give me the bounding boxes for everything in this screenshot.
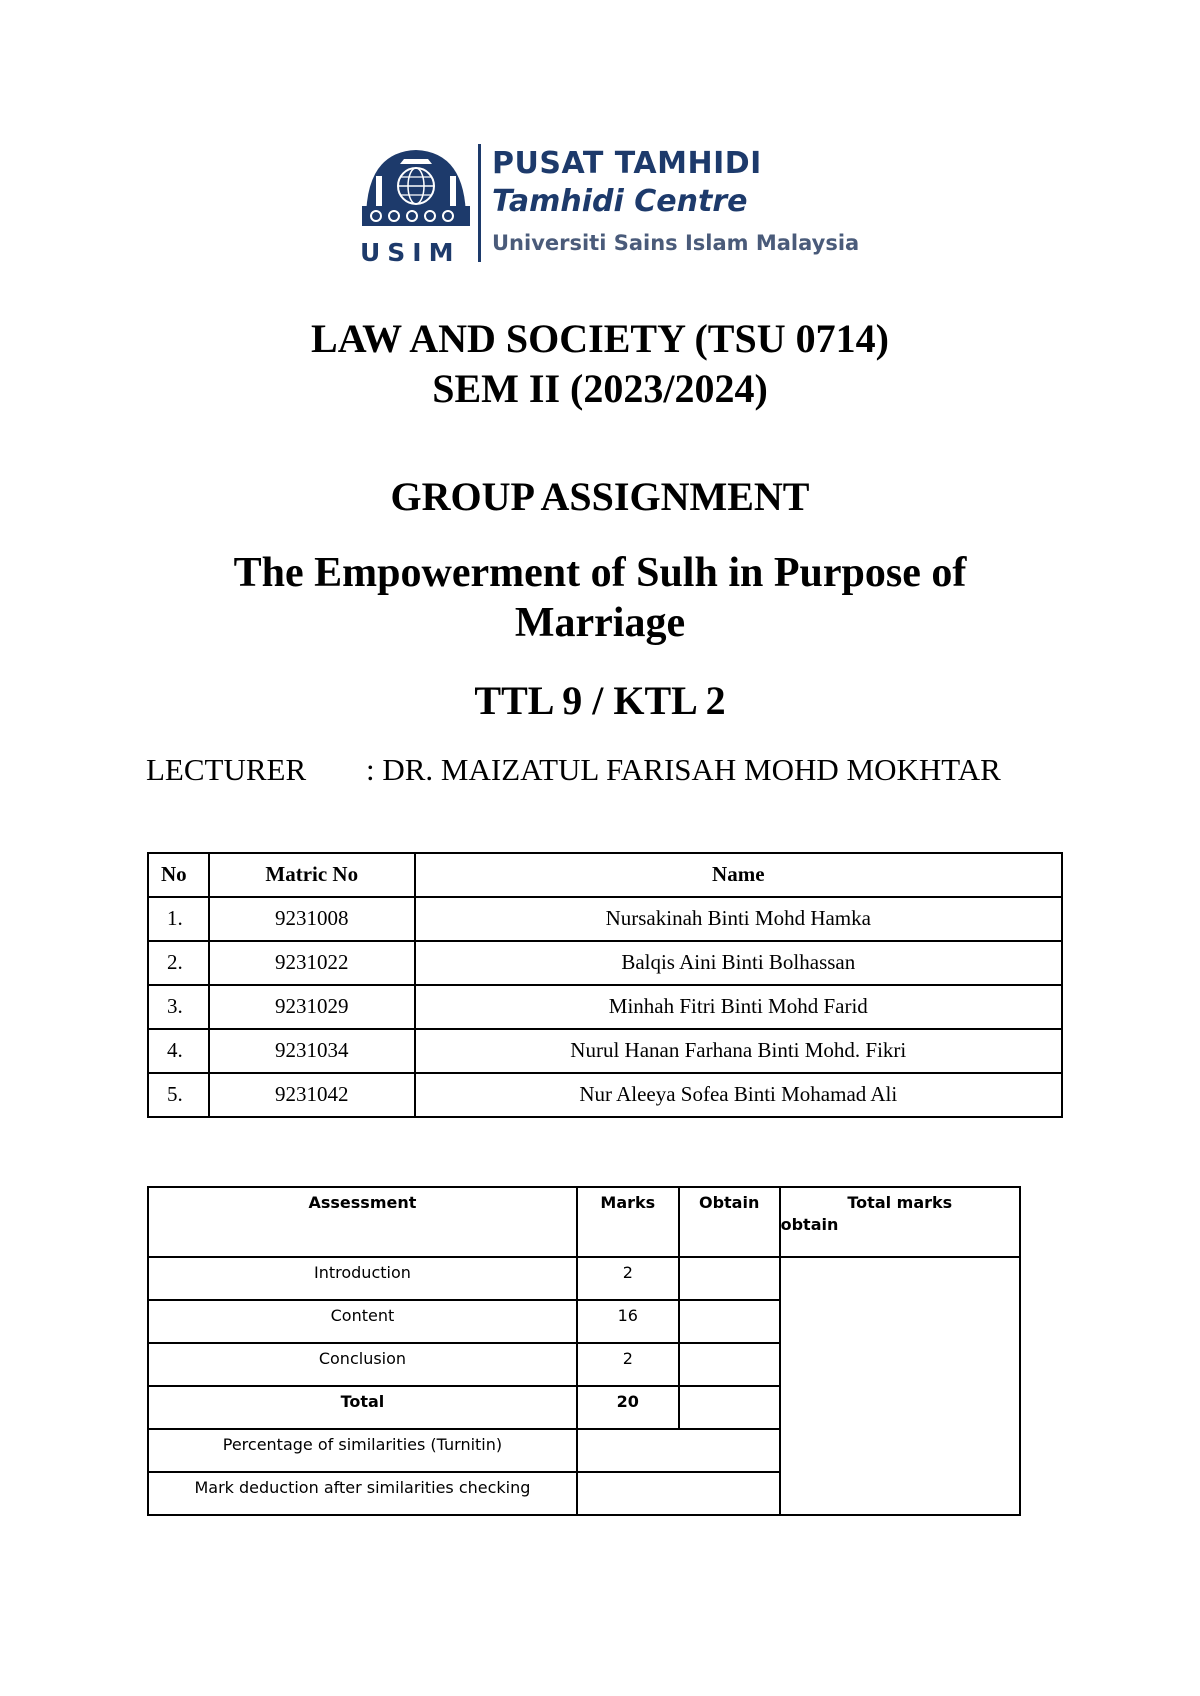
deduction-label: Mark deduction after similarities checking [148, 1472, 577, 1515]
topic-line-1: The Empowerment of Sulh in Purpose of [233, 550, 967, 596]
member-matric: 9231022 [209, 941, 415, 985]
assessment-marks: 16 [577, 1300, 679, 1343]
member-no: 2. [148, 941, 209, 985]
member-matric: 9231029 [209, 985, 415, 1029]
assessment-table [147, 1186, 1021, 1516]
course-title: LAW AND SOCIETY (TSU 0714) [311, 316, 889, 361]
assessment-total-obtain [679, 1386, 780, 1429]
column-header-assessment: Assessment [148, 1187, 577, 1257]
table-row [148, 985, 1062, 1029]
logo-line-2: Tamhidi Centre [492, 184, 748, 219]
similarity-value [577, 1429, 780, 1472]
total-marks-obtained-cell [780, 1257, 1020, 1515]
table-row [148, 1073, 1062, 1117]
deduction-value [577, 1472, 780, 1515]
member-name: Nursakinah Binti Mohd Hamka [415, 897, 1062, 941]
usim-emblem-icon [358, 142, 474, 238]
column-header-total-marks [780, 1187, 1020, 1257]
members-table [147, 852, 1063, 1118]
lecturer-name: : DR. MAIZATUL FARISAH MOHD MOKHTAR [366, 752, 1001, 787]
logo-divider [478, 144, 481, 262]
total-marks-header-line-1: Total marks [847, 1193, 953, 1212]
member-matric: 9231034 [209, 1029, 415, 1073]
assessment-obtain [679, 1257, 780, 1300]
similarity-label: Percentage of similarities (Turnitin) [148, 1429, 577, 1472]
assessment-total-label: Total [148, 1386, 577, 1429]
member-no: 4. [148, 1029, 209, 1073]
member-no: 1. [148, 897, 209, 941]
assessment-header-row [148, 1187, 1020, 1257]
assessment-item: Conclusion [148, 1343, 577, 1386]
assessment-item: Introduction [148, 1257, 577, 1300]
logo-line-1: PUSAT TAMHIDI [492, 146, 762, 181]
member-no: 5. [148, 1073, 209, 1117]
member-matric: 9231042 [209, 1073, 415, 1117]
member-matric: 9231008 [209, 897, 415, 941]
table-row [148, 1029, 1062, 1073]
column-header-marks: Marks [577, 1187, 679, 1257]
table-row [148, 897, 1062, 941]
members-header-row [148, 853, 1062, 897]
column-header-matric: Matric No [209, 853, 415, 897]
member-no: 3. [148, 985, 209, 1029]
assessment-marks: 2 [577, 1343, 679, 1386]
column-header-no: No [148, 853, 209, 897]
course-semester: SEM II (2023/2024) [432, 366, 768, 411]
table-row [148, 941, 1062, 985]
table-row [148, 1257, 1020, 1300]
assessment-obtain [679, 1300, 780, 1343]
member-name: Balqis Aini Binti Bolhassan [415, 941, 1062, 985]
column-header-name: Name [415, 853, 1062, 897]
logo-line-3: Universiti Sains Islam Malaysia [492, 231, 860, 255]
assessment-marks: 2 [577, 1257, 679, 1300]
member-name: Nurul Hanan Farhana Binti Mohd. Fikri [415, 1029, 1062, 1073]
column-header-obtain: Obtain [679, 1187, 780, 1257]
usim-tamhidi-logo [358, 142, 858, 272]
group-code: TTL 9 / KTL 2 [474, 678, 726, 723]
lecturer-label: LECTURER [146, 752, 307, 787]
assignment-type: GROUP ASSIGNMENT [390, 474, 810, 519]
assessment-total-marks: 20 [577, 1386, 679, 1429]
member-name: Minhah Fitri Binti Mohd Farid [415, 985, 1062, 1029]
member-name: Nur Aleeya Sofea Binti Mohamad Ali [415, 1073, 1062, 1117]
assessment-item: Content [148, 1300, 577, 1343]
total-marks-header-line-2: obtain [780, 1215, 839, 1234]
assessment-obtain [679, 1343, 780, 1386]
logo-usim-text: USIM [360, 238, 461, 267]
topic-line-2: Marriage [514, 600, 686, 646]
